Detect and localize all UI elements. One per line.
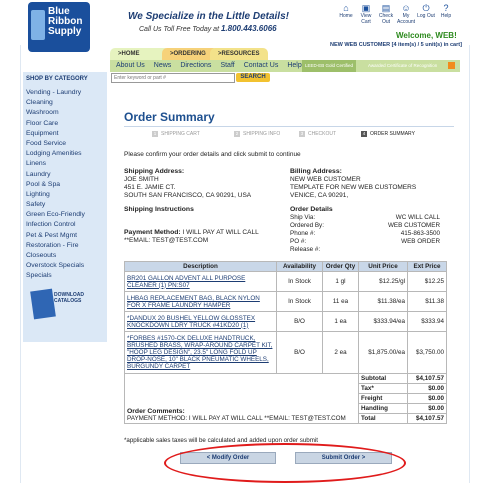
sidebar-item[interactable]: Linens	[26, 160, 47, 168]
product-link[interactable]: *DANDUX 20 BUSHEL YELLOW GLOSSTEX KNOCKDOWN LDRY TRUCK #41KD20 (1)	[125, 312, 277, 332]
detail-value: WEB ORDER	[401, 238, 440, 245]
checkout-label: Check Out	[378, 13, 394, 25]
step-shipping-info	[234, 131, 280, 137]
modify-order-button[interactable]: < Modify Order	[180, 452, 276, 464]
sidebar-item[interactable]: Pet & Pest Mgmt	[26, 231, 77, 239]
home-label: Home	[339, 13, 353, 19]
qty-cell: 1 ea	[323, 312, 359, 332]
email-line: **EMAIL: TEST@TEST.COM	[124, 237, 209, 244]
sidebar-item[interactable]: Equipment	[26, 129, 59, 137]
account-icon: ☺	[401, 3, 411, 13]
step-checkout	[299, 131, 336, 137]
detail-ordered-by	[290, 222, 440, 229]
tollfree-text	[139, 24, 277, 33]
sidebar-item[interactable]: Restoration - Fire	[26, 241, 79, 249]
sidebar-item[interactable]: Food Service	[26, 139, 67, 147]
tax-label: Tax*	[359, 384, 408, 394]
shipping-address-label: Shipping Address:	[124, 168, 185, 175]
unit-price-cell: $12.25/gl	[359, 272, 408, 292]
billing-address	[290, 168, 416, 200]
checkout-link[interactable]	[377, 3, 395, 25]
total-value: $4,107.57	[408, 414, 447, 424]
shipping-instructions-label: Shipping Instructions	[124, 206, 194, 213]
sidebar-item[interactable]: Green Eco-Friendly	[26, 211, 85, 219]
subtotal-label: Subtotal	[359, 374, 408, 384]
col-unit-price: Unit Price	[359, 262, 408, 272]
my-account-link[interactable]	[397, 3, 415, 25]
logout-label: Log Out	[417, 13, 435, 19]
product-link[interactable]: LHBAG REPLACEMENT BAG, BLACK NYLON FOR X FRAME LAUNDRY HAMPER	[125, 292, 277, 312]
help-link[interactable]	[437, 3, 455, 25]
ext-price-cell: $11.38	[408, 292, 447, 312]
detail-ship-via	[290, 214, 440, 221]
step-number: 3	[300, 131, 304, 136]
detail-key: Phone #:	[290, 230, 316, 237]
step-label: CHECKOUT	[308, 131, 337, 137]
step-label: ORDER SUMMARY	[370, 131, 415, 137]
view-cart-label: View Cart	[360, 13, 372, 25]
brand-line-3: Supply	[48, 26, 82, 37]
sidebar-item[interactable]: Vending - Laundry	[26, 89, 82, 96]
unit-price-cell: $333.94/ea	[359, 312, 408, 332]
order-items-table	[124, 261, 447, 424]
table-row	[125, 272, 447, 292]
table-row	[125, 332, 447, 374]
sidebar-item[interactable]: Lodging Amenities	[26, 150, 82, 158]
step-shipping-cart	[152, 131, 200, 137]
shipping-line: JOE SMITH	[124, 176, 159, 183]
home-link[interactable]	[337, 3, 355, 25]
catalog-icon[interactable]	[30, 289, 56, 320]
freight-label: Freight	[359, 394, 408, 404]
shipping-line: 451 E. JAMIE CT.	[124, 184, 176, 191]
logout-icon: ⏻	[422, 3, 430, 13]
nav-news[interactable]: News	[153, 62, 172, 69]
tagline: We Specialize in the Little Details!	[128, 11, 289, 22]
step-number: 4	[362, 131, 366, 136]
sidebar-item[interactable]: Overstock Specials	[26, 262, 85, 270]
sidebar-item[interactable]: Laundry	[26, 170, 51, 178]
tax-value: $0.00	[408, 384, 447, 394]
logout-link[interactable]	[417, 3, 435, 25]
payment-method	[124, 229, 259, 245]
sidebar-item[interactable]: Closeouts	[26, 252, 57, 259]
table-header-row	[125, 262, 447, 272]
shipping-address	[124, 168, 251, 200]
search-button[interactable]: SEARCH	[236, 73, 270, 82]
rss-icon[interactable]	[448, 62, 455, 69]
sidebar-item[interactable]: Pool & Spa	[26, 180, 61, 188]
leed-certified-badge[interactable]: LEED-EB Gold Certified	[302, 60, 356, 72]
page-title: Order Summary	[124, 110, 215, 124]
product-link[interactable]: *FORBES #1570-CK DELUXE HANDTRUCK, BRUSHED BRASS, WRAP-AROUND CARPET KIT, "HOOP LEG DESIGN", 23.5" LONG FOLD UP DROP-NOSE, 10" BLACK PNEUMATIC WHEELS, BURGUNDY CARPET	[125, 332, 277, 374]
total-label: Total	[359, 414, 408, 424]
sidebar-item[interactable]: Floor Care	[26, 119, 59, 127]
detail-value: WC WILL CALL	[395, 214, 440, 221]
sidebar-item[interactable]: Cleaning	[26, 99, 53, 107]
brand-logo[interactable]	[28, 2, 90, 52]
sidebar-item[interactable]: Specials	[26, 272, 52, 280]
payment-method-value: I WILL PAY AT WILL CALL	[182, 229, 259, 236]
order-comments	[125, 374, 359, 424]
nav-directions[interactable]: Directions	[180, 62, 212, 69]
availability-cell: B/O	[277, 332, 323, 374]
detail-release	[290, 246, 440, 253]
product-link[interactable]: BR201 GALLON ADVENT ALL PURPOSE CLEANER (1) PN:S07	[125, 272, 277, 292]
col-availability: Availability	[277, 262, 323, 272]
sidebar-item[interactable]: Safety	[26, 201, 46, 209]
brand-line-2: Ribbon	[48, 16, 83, 27]
billing-address-label: Billing Address:	[290, 168, 342, 175]
unit-price-cell: $11.38/ea	[359, 292, 408, 312]
search-input[interactable]: Enter keyword or part #	[111, 73, 235, 83]
step-number: 1	[153, 131, 157, 136]
tab-resources[interactable]: >RESOURCES	[210, 48, 268, 60]
detail-value: WEB CUSTOMER	[387, 222, 440, 229]
tollfree-prefix: Call Us Toll Free Today at	[139, 26, 220, 33]
customer-cart-status[interactable]: NEW WEB CUSTOMER [4 item(s) / 5 unit(s) in cart]	[330, 42, 462, 48]
step-order-summary	[361, 131, 415, 137]
billing-line: VENICE, CA 90291,	[290, 192, 349, 199]
detail-phone	[290, 230, 440, 237]
confirm-instructions: Please confirm your order details and click submit to continue	[124, 151, 301, 158]
recognition-badge[interactable]: Awarded Certificate of Recognition	[368, 63, 438, 68]
qty-cell: 2 ea	[323, 332, 359, 374]
handling-value: $0.00	[408, 404, 447, 414]
nav-help[interactable]: Help	[287, 62, 302, 69]
availability-cell: In Stock	[277, 272, 323, 292]
total-row	[125, 374, 447, 384]
step-label: SHIPPING CART	[161, 131, 200, 137]
nav-about-us[interactable]: About Us	[116, 62, 145, 69]
availability-cell: In Stock	[277, 292, 323, 312]
detail-key: Ship Via:	[290, 214, 316, 221]
step-label: SHIPPING INFO	[243, 131, 281, 137]
welcome-text: Welcome, WEB!	[396, 31, 457, 40]
phone-number: 1.800.443.6066	[220, 24, 277, 33]
order-details-label: Order Details	[290, 206, 333, 213]
tab-ordering[interactable]: >ORDERING	[162, 48, 218, 60]
nav-contact-us[interactable]: Contact Us	[243, 62, 279, 69]
step-number: 2	[235, 131, 239, 136]
cart-icon: ▣	[361, 3, 371, 13]
sidebar-item[interactable]: Infection Control	[26, 221, 76, 229]
handling-label: Handling	[359, 404, 408, 414]
brand-line-1: Blue	[48, 6, 70, 17]
table-row	[125, 292, 447, 312]
download-catalogs-link[interactable]: DOWNLOAD CATALOGS	[54, 292, 84, 304]
table-row	[125, 312, 447, 332]
subnav-links	[116, 60, 302, 72]
shipping-line: SOUTH SAN FRANCISCO, CA 90291, USA	[124, 192, 252, 199]
top-icons	[337, 3, 455, 25]
highlight-annotation	[164, 443, 406, 483]
billing-line: NEW WEB CUSTOMER	[290, 176, 361, 183]
view-cart-link[interactable]	[357, 3, 375, 25]
qty-cell: 1 gl	[323, 272, 359, 292]
qty-cell: 11 ea	[323, 292, 359, 312]
freight-value: $0.00	[408, 394, 447, 404]
billing-line: TEMPLATE FOR NEW WEB CUSTOMERS	[290, 184, 417, 191]
ext-price-cell: $3,750.00	[408, 332, 447, 374]
detail-value: 415-863-3500	[400, 230, 440, 237]
submit-order-button[interactable]: Submit Order >	[295, 452, 392, 464]
ext-price-cell: $12.25	[408, 272, 447, 292]
help-label: Help	[440, 13, 452, 19]
unit-price-cell: $1,875.00/ea	[359, 332, 408, 374]
col-description: Description	[125, 262, 277, 272]
payment-method-label: Payment Method:	[124, 229, 181, 236]
checkout-icon: ▤	[381, 3, 391, 13]
col-ext-price: Ext Price	[408, 262, 447, 272]
col-order-qty: Order Qty	[323, 262, 359, 272]
tab-home[interactable]: >HOME	[110, 48, 170, 60]
subtotal-value: $4,107.57	[408, 374, 447, 384]
nav-staff[interactable]: Staff	[220, 62, 235, 69]
help-icon: ?	[443, 3, 449, 13]
sidebar-item[interactable]: Lighting	[26, 190, 50, 198]
order-comments-value: PAYMENT METHOD: I WILL PAY AT WILL CALL **EMAIL: TEST@TEST.COM	[127, 415, 346, 422]
home-icon: ⌂	[343, 3, 349, 13]
detail-key: PO #:	[290, 238, 307, 245]
category-list	[26, 88, 85, 282]
order-comments-label: Order Comments:	[127, 408, 185, 415]
detail-key: Ordered By:	[290, 222, 324, 229]
availability-cell: B/O	[277, 312, 323, 332]
sidebar-item[interactable]: Washroom	[26, 109, 59, 117]
detail-key: Release #:	[290, 246, 321, 253]
my-account-label: My Account	[397, 13, 416, 25]
checkout-steps	[124, 126, 454, 139]
ext-price-cell: $333.94	[408, 312, 447, 332]
tax-note: *applicable sales taxes will be calculated and added upon order submit	[124, 437, 318, 444]
detail-po	[290, 238, 440, 245]
ribbon-icon	[31, 10, 45, 40]
sidebar-title: SHOP BY CATEGORY	[26, 76, 88, 82]
